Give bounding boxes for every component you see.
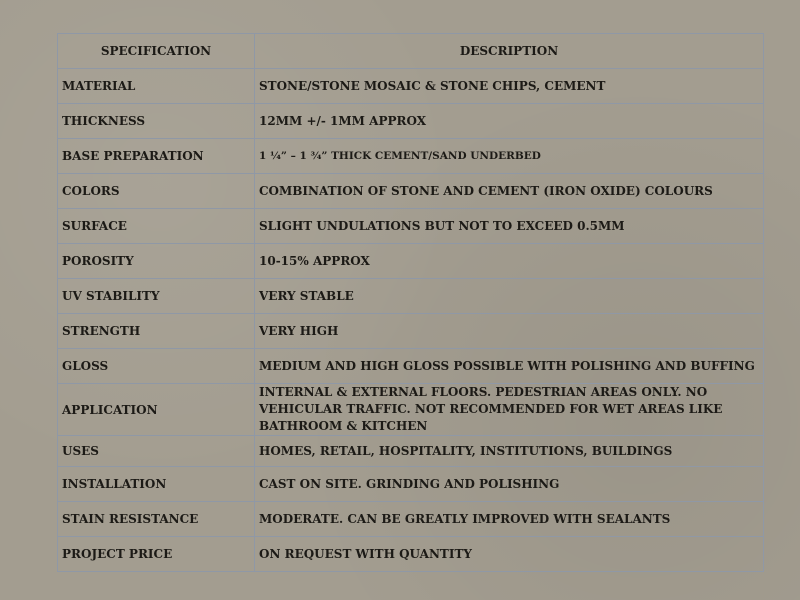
desc-cell: ON REQUEST WITH QUANTITY <box>255 537 764 572</box>
spec-cell: BASE PREPARATION <box>58 139 255 174</box>
table-row <box>58 467 764 502</box>
table-row <box>58 139 764 174</box>
spec-cell: SURFACE <box>58 209 255 244</box>
spec-cell: PROJECT PRICE <box>58 537 255 572</box>
desc-cell: COMBINATION OF STONE AND CEMENT (IRON OXIDE) COLOURS <box>255 174 764 209</box>
table-header-row <box>58 34 764 69</box>
table-row <box>58 502 764 537</box>
desc-cell: VERY STABLE <box>255 279 764 314</box>
table-row <box>58 314 764 349</box>
table-row <box>58 537 764 572</box>
spec-cell: APPLICATION <box>58 384 255 436</box>
spec-cell: STAIN RESISTANCE <box>58 502 255 537</box>
spec-cell: POROSITY <box>58 244 255 279</box>
spec-cell: MATERIAL <box>58 69 255 104</box>
table-row <box>58 244 764 279</box>
table-row <box>58 279 764 314</box>
table-row <box>58 349 764 384</box>
desc-cell: VERY HIGH <box>255 314 764 349</box>
table-row <box>58 384 764 436</box>
table-row <box>58 69 764 104</box>
column-header-specification: SPECIFICATION <box>58 34 255 69</box>
spec-cell: COLORS <box>58 174 255 209</box>
desc-cell: 10-15% APPROX <box>255 244 764 279</box>
desc-cell: MODERATE. CAN BE GREATLY IMPROVED WITH SEALANTS <box>255 502 764 537</box>
spec-cell: INSTALLATION <box>58 467 255 502</box>
spec-cell: USES <box>58 436 255 467</box>
column-header-description: DESCRIPTION <box>255 34 764 69</box>
spec-cell: THICKNESS <box>58 104 255 139</box>
table-row <box>58 209 764 244</box>
desc-cell: SLIGHT UNDULATIONS BUT NOT TO EXCEED 0.5MM <box>255 209 764 244</box>
spec-cell: GLOSS <box>58 349 255 384</box>
desc-cell: MEDIUM AND HIGH GLOSS POSSIBLE WITH POLISHING AND BUFFING <box>255 349 764 384</box>
table-row <box>58 436 764 467</box>
table-row <box>58 104 764 139</box>
spec-cell: UV STABILITY <box>58 279 255 314</box>
desc-cell: 12MM +/- 1MM APPROX <box>255 104 764 139</box>
desc-cell: STONE/STONE MOSAIC & STONE CHIPS, CEMENT <box>255 69 764 104</box>
specification-table <box>57 33 764 572</box>
desc-cell: 1 ¼” – 1 ¾” THICK CEMENT/SAND UNDERBED <box>255 139 764 174</box>
desc-cell: HOMES, RETAIL, HOSPITALITY, INSTITUTIONS, BUILDINGS <box>255 436 764 467</box>
desc-cell: INTERNAL & EXTERNAL FLOORS. PEDESTRIAN AREAS ONLY. NO VEHICULAR TRAFFIC. NOT RECOMMENDED FOR WET AREAS LIKE BATHROOM & KITCHEN <box>255 384 764 436</box>
table-row <box>58 174 764 209</box>
desc-cell: CAST ON SITE. GRINDING AND POLISHING <box>255 467 764 502</box>
spec-cell: STRENGTH <box>58 314 255 349</box>
